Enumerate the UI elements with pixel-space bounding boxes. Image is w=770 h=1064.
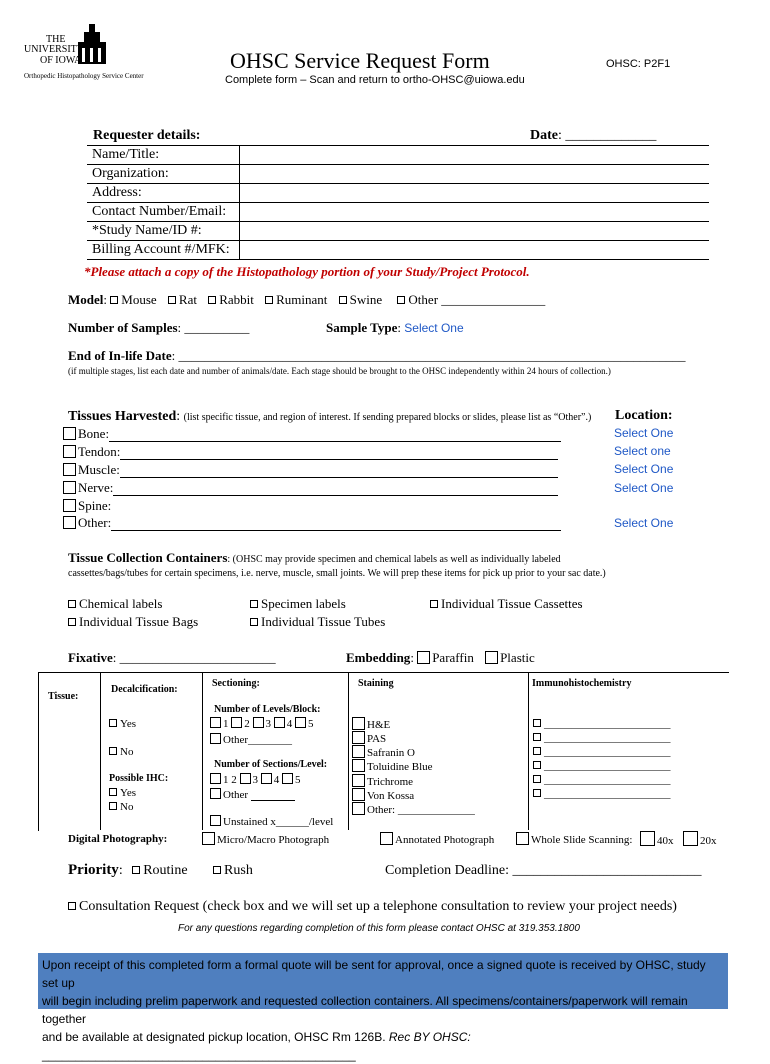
attach-note: *Please attach a copy of the Histopathology portion of your Study/Project Protocol. [84, 264, 530, 279]
decalcification-label: Decalcification: [111, 684, 178, 695]
stain-pas[interactable]: PAS [352, 731, 386, 745]
grid-divider [100, 672, 101, 830]
ihc-blank-3[interactable]: _______________________ [533, 746, 671, 758]
logo-line3: OF IOWA [40, 55, 82, 66]
fixative-value: : ________________________ [112, 650, 276, 665]
logo-line1: THE [46, 34, 66, 45]
checkbox-icon [63, 427, 76, 440]
checkbox-icon [533, 719, 541, 727]
levels-options [210, 717, 314, 730]
checkbox-icon [640, 831, 655, 846]
checkbox-icon [109, 788, 117, 796]
completion-deadline[interactable]: Completion Deadline: ___________________________ [385, 863, 702, 878]
section-4[interactable]: 4 [261, 774, 280, 786]
levels-label: Number of Levels/Block: [214, 704, 321, 715]
levels-other[interactable]: Other________ [210, 733, 292, 746]
stain-he[interactable]: H&E [352, 717, 390, 731]
checkbox-icon [68, 902, 76, 910]
ihc-yes[interactable]: Yes [109, 787, 136, 799]
possible-ihc-label: Possible IHC: [109, 773, 169, 784]
study-label: *Study Name/ID #: [87, 222, 240, 241]
table-row [87, 165, 709, 184]
priority-label: Priority [68, 862, 119, 878]
checkbox-icon [533, 747, 541, 755]
rec-by-line[interactable]: _______________________________________________ [42, 1048, 356, 1062]
consultation-request[interactable]: Consultation Request (check box and we will set up a telephone consultation to review your project needs) [68, 899, 677, 915]
address-label: Address: [87, 184, 240, 203]
tissue-item-bone[interactable]: Bone: [63, 426, 561, 442]
checkbox-icon [63, 499, 76, 512]
checkbox-icon [352, 745, 365, 758]
unstained-option[interactable]: Unstained x______/level [210, 815, 333, 828]
inlife-label: End of In-life Date [68, 348, 172, 363]
tissues-header: Tissues Harvested: (list specific tissue, and region of interest. If sending prepared blocks or slides, please list as “Other”.) [68, 409, 592, 424]
grid-divider [528, 672, 529, 830]
inlife-note: (if multiple stages, list each date and number of animals/date. Each stage should be brought to the OHSC independently within 24 hours of collection.) [68, 366, 611, 376]
tissues-label: Tissues Harvested [68, 409, 177, 424]
checkbox-icon [352, 788, 365, 801]
table-row [87, 203, 709, 222]
model-row: Model: Mouse Rat Rabbit Ruminant Swine Other ________________ [68, 292, 546, 307]
tissue-grid-label: Tissue: [48, 691, 79, 702]
fixative-field[interactable] [68, 650, 276, 666]
checkbox-icon [380, 832, 393, 845]
checkbox-icon [274, 717, 285, 728]
model-ruminant[interactable]: Ruminant [265, 292, 327, 307]
decal-no[interactable]: No [109, 746, 133, 758]
ihc-blank-6[interactable]: _______________________ [533, 788, 671, 800]
checkbox-icon [63, 445, 76, 458]
organization-field[interactable] [240, 165, 710, 184]
logo-dept: Orthopedic Histopathology Service Center [24, 72, 144, 80]
model-label: Model [68, 292, 104, 307]
samples-label: Number of Samples [68, 320, 178, 335]
checkbox-icon [352, 759, 365, 772]
checkbox-icon [210, 773, 221, 784]
checkbox-icon [132, 866, 140, 874]
tissue-item-muscle[interactable]: Muscle: [63, 462, 558, 478]
sample-type-select[interactable]: Select One [404, 321, 464, 335]
checkbox-icon [282, 773, 293, 784]
level-2[interactable]: 2 [231, 718, 250, 730]
embedding-plastic[interactable]: Plastic [485, 650, 535, 665]
level-5[interactable]: 5 [295, 718, 314, 730]
samples-field[interactable] [68, 320, 249, 336]
checkbox-icon [240, 773, 251, 784]
table-row [87, 184, 709, 203]
university-logo [22, 22, 162, 84]
billing-label: Billing Account #/MFK: [87, 241, 240, 260]
photo-annotated[interactable]: Annotated Photograph [380, 832, 494, 846]
tissue-item-tendon[interactable]: Tendon: [63, 444, 558, 460]
tissue-item-other[interactable]: Other: [63, 515, 561, 531]
model-mouse[interactable]: Mouse [110, 292, 156, 307]
form-code: OHSC: P2F1 [606, 58, 671, 70]
checkbox-icon [516, 832, 529, 845]
sectioning-label: Sectioning: [212, 678, 260, 689]
checkbox-icon [339, 296, 347, 304]
decal-yes[interactable]: Yes [109, 718, 136, 730]
model-rabbit[interactable]: Rabbit [208, 292, 254, 307]
embedding-label: Embedding [346, 650, 411, 665]
priority-routine[interactable]: Routine [132, 863, 187, 878]
level-3[interactable]: 3 [253, 718, 272, 730]
checkbox-icon [253, 717, 264, 728]
sections-options [210, 773, 301, 786]
location-select-bone[interactable]: Select One [614, 426, 674, 440]
container-specimen-labels[interactable]: Specimen labels [250, 596, 346, 612]
container-chemical-labels[interactable]: Chemical labels [68, 596, 162, 612]
checkbox-icon [265, 296, 273, 304]
section-3[interactable]: 3 [240, 774, 259, 786]
model-other[interactable]: Other ________________ [397, 292, 545, 307]
location-select-tendon[interactable]: Select one [614, 444, 671, 458]
level-4[interactable]: 4 [274, 718, 293, 730]
photo-40x[interactable]: 40x [640, 831, 674, 847]
checkbox-icon [68, 618, 76, 626]
photo-micro-macro[interactable]: Micro/Macro Photograph [202, 832, 329, 846]
stain-safranin[interactable]: Safranin O [352, 745, 415, 759]
location-select-muscle[interactable]: Select One [614, 462, 674, 476]
contact-field[interactable] [240, 203, 710, 222]
checkbox-icon [683, 831, 698, 846]
checkbox-icon [430, 600, 438, 608]
embedding-field: Embedding: Paraffin Plastic [346, 650, 535, 665]
billing-field[interactable] [240, 241, 710, 260]
sample-type-label: Sample Type [326, 320, 398, 335]
checkbox-icon [208, 296, 216, 304]
checkbox-icon [63, 463, 76, 476]
stain-toluidine[interactable]: Toluidine Blue [352, 759, 433, 773]
container-cassettes[interactable]: Individual Tissue Cassettes [430, 596, 583, 612]
checkbox-icon [210, 788, 221, 799]
checkbox-icon [533, 775, 541, 783]
checkbox-icon [109, 802, 117, 810]
sections-label: Number of Sections/Level: [214, 759, 328, 770]
contact-label: Contact Number/Email: [87, 203, 240, 222]
checkbox-icon [63, 516, 76, 529]
containers-header [68, 550, 561, 566]
stain-vonkossa[interactable]: Von Kossa [352, 788, 414, 802]
grid-divider [348, 672, 349, 830]
tissue-item-nerve[interactable]: Nerve: [63, 480, 558, 496]
containers-label: Tissue Collection Containers [68, 550, 228, 565]
checkbox-icon [533, 733, 541, 741]
tissue-item-spine[interactable]: Spine: [63, 498, 111, 514]
checkbox-icon [352, 802, 365, 815]
checkbox-icon [250, 600, 258, 608]
form-subtitle: Complete form – Scan and return to ortho-OHSC@uiowa.edu [225, 74, 525, 86]
logo-line2: UNIVERSITY [24, 44, 84, 55]
checkbox-icon [210, 815, 221, 826]
ihc-blank-2[interactable]: _______________________ [533, 732, 671, 744]
checkbox-icon [533, 789, 541, 797]
location-select-nerve[interactable]: Select One [614, 481, 674, 495]
priority-row: Priority: Routine Rush [68, 862, 253, 878]
checkbox-icon [63, 481, 76, 494]
container-tubes[interactable]: Individual Tissue Tubes [250, 614, 385, 630]
table-row [87, 146, 709, 165]
checkbox-icon [168, 296, 176, 304]
inlife-field[interactable] [68, 348, 686, 364]
photo-whole-slide[interactable]: Whole Slide Scanning: [516, 832, 632, 846]
checkbox-icon [352, 731, 365, 744]
contact-note: For any questions regarding completion of this form please contact OHSC at 319.353.1800 [178, 923, 580, 934]
address-field[interactable] [240, 184, 710, 203]
containers-note1: : (OHSC may provide specimen and chemical labels as well as individually labeled [227, 554, 561, 565]
stain-trichrome[interactable]: Trichrome [352, 774, 413, 788]
fixative-label: Fixative [68, 650, 113, 665]
date-value: : _____________ [558, 128, 657, 143]
checkbox-icon [295, 717, 306, 728]
stain-other[interactable]: Other: ______________ [352, 802, 475, 816]
footer-notice [38, 953, 728, 1062]
checkbox-icon [109, 747, 117, 755]
footer-line1: Upon receipt of this completed form a formal quote will be sent for approval, once a signed quote is received by OHSC, study set up [42, 958, 706, 990]
sections-other[interactable]: Other [210, 788, 295, 801]
location-label: Location: [615, 408, 673, 423]
sample-type-field: Sample Type: Select One [326, 320, 464, 335]
checkbox-icon [533, 761, 541, 769]
checkbox-icon [210, 733, 221, 744]
checkbox-icon [210, 717, 221, 728]
name-title-label: Name/Title: [87, 146, 240, 165]
section-5[interactable]: 5 [282, 774, 301, 786]
ihc-blank-5[interactable]: _______________________ [533, 774, 671, 786]
section-2[interactable]: 2 [231, 774, 237, 786]
staining-label: Staining [358, 678, 394, 689]
grid-divider [202, 672, 203, 830]
containers-note2: cassettes/bags/tubes for certain specimens, i.e. nerve, muscle, small joints. We will prep these items for pick up prior to your sac date.) [68, 568, 606, 579]
tissues-note: (list specific tissue, and region of interest. If sending prepared blocks or slides, please list as “Other”.) [183, 412, 592, 423]
footer-line2: will begin including prelim paperwork and requested collection containers. All specimens/containers/paperwork will remain together [42, 994, 688, 1026]
checkbox-icon [213, 866, 221, 874]
section-1[interactable]: 1 [210, 774, 229, 786]
model-rat[interactable]: Rat [168, 292, 197, 307]
checkbox-icon [250, 618, 258, 626]
level-1[interactable]: 1 [210, 718, 229, 730]
priority-rush[interactable]: Rush [213, 863, 253, 878]
date-field[interactable] [530, 128, 656, 144]
checkbox-icon [485, 651, 498, 664]
location-select-other[interactable]: Select One [614, 516, 674, 530]
checkbox-icon [417, 651, 430, 664]
ihc-no[interactable]: No [109, 801, 133, 813]
container-bags[interactable]: Individual Tissue Bags [68, 614, 198, 630]
name-title-field[interactable] [240, 146, 710, 165]
checkbox-icon [352, 717, 365, 730]
checkbox-icon [231, 717, 242, 728]
rec-by-label: Rec BY OHSC: [388, 1030, 471, 1044]
study-field[interactable] [240, 222, 710, 241]
ihc-blank-4[interactable]: _______________________ [533, 760, 671, 772]
date-label: Date [530, 128, 558, 143]
embedding-paraffin[interactable]: Paraffin [417, 650, 474, 665]
footer-line3-row [42, 1028, 724, 1064]
table-row [87, 222, 709, 241]
form-title: OHSC Service Request Form [230, 48, 490, 73]
model-swine[interactable]: Swine [339, 292, 383, 307]
table-row [87, 241, 709, 260]
checkbox-icon [110, 296, 118, 304]
checkbox-icon [202, 832, 215, 845]
checkbox-icon [68, 600, 76, 608]
samples-value: : __________ [177, 320, 250, 335]
checkbox-icon [261, 773, 272, 784]
photo-20x[interactable]: 20x [683, 831, 717, 847]
ihc-column-label: Immunohistochemistry [532, 678, 632, 689]
checkbox-icon [352, 774, 365, 787]
footer-line3: and be available at designated pickup location, OHSC Rm 126B. [42, 1030, 386, 1044]
requester-heading: Requester details: [93, 128, 201, 143]
requester-table [87, 145, 709, 260]
photography-label: Digital Photography: [68, 833, 168, 845]
inlife-value: : ______________________________________________________________________________ [171, 348, 686, 363]
checkbox-icon [109, 719, 117, 727]
ihc-blank-1[interactable]: _______________________ [533, 718, 671, 730]
checkbox-icon [397, 296, 405, 304]
organization-label: Organization: [87, 165, 240, 184]
